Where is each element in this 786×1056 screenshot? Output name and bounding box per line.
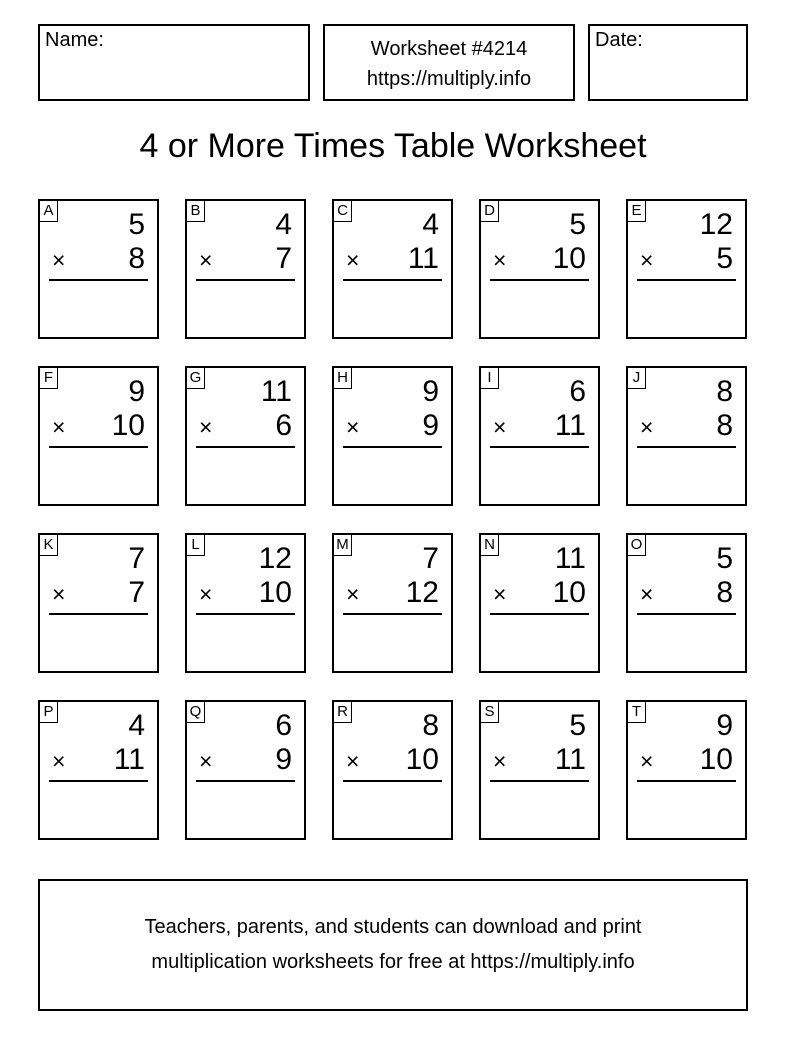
problem-card bbox=[332, 533, 453, 673]
problem-letter: A bbox=[40, 201, 58, 222]
top-number: 5 bbox=[128, 208, 145, 241]
problem-card bbox=[332, 199, 453, 339]
times-sign: × bbox=[493, 247, 507, 273]
bottom-number: 11 bbox=[554, 743, 586, 776]
problem-letter: E bbox=[628, 201, 646, 222]
problem-letter: F bbox=[40, 368, 58, 389]
problem-card bbox=[479, 533, 600, 673]
answer-line bbox=[490, 613, 589, 615]
name-label: Name: bbox=[45, 29, 104, 51]
times-sign: × bbox=[52, 748, 66, 774]
problem-card bbox=[185, 533, 306, 673]
answer-line bbox=[49, 613, 148, 615]
problem-letter: T bbox=[628, 702, 646, 723]
bottom-number: 10 bbox=[111, 409, 145, 442]
top-number: 7 bbox=[128, 542, 145, 575]
top-number: 7 bbox=[422, 542, 439, 575]
name-field[interactable] bbox=[38, 24, 310, 101]
bottom-number: 10 bbox=[552, 576, 586, 609]
problem-letter: S bbox=[481, 702, 499, 723]
problem-card bbox=[626, 366, 747, 506]
top-number: 12 bbox=[258, 542, 292, 575]
problem-card bbox=[38, 366, 159, 506]
bottom-number: 11 bbox=[407, 242, 439, 275]
times-sign: × bbox=[199, 581, 213, 607]
top-number: 5 bbox=[569, 709, 586, 742]
problem-card bbox=[185, 700, 306, 840]
times-sign: × bbox=[640, 414, 654, 440]
bottom-number: 9 bbox=[422, 409, 439, 442]
problem-card bbox=[479, 199, 600, 339]
problem-letter: C bbox=[334, 201, 352, 222]
times-sign: × bbox=[52, 414, 66, 440]
problem-letter: B bbox=[187, 201, 205, 222]
top-number: 9 bbox=[128, 375, 145, 408]
problem-card bbox=[38, 199, 159, 339]
answer-line bbox=[637, 446, 736, 448]
problem-letter: P bbox=[40, 702, 58, 723]
times-sign: × bbox=[52, 247, 66, 273]
answer-line bbox=[637, 780, 736, 782]
top-number: 11 bbox=[260, 375, 292, 408]
answer-line bbox=[490, 446, 589, 448]
date-field[interactable] bbox=[588, 24, 748, 101]
answer-line bbox=[343, 446, 442, 448]
problem-card bbox=[185, 366, 306, 506]
bottom-number: 8 bbox=[128, 242, 145, 275]
top-number: 6 bbox=[275, 709, 292, 742]
problem-letter: M bbox=[334, 535, 352, 556]
problem-card bbox=[626, 533, 747, 673]
times-sign: × bbox=[640, 247, 654, 273]
bottom-number: 9 bbox=[275, 743, 292, 776]
times-sign: × bbox=[199, 247, 213, 273]
answer-line bbox=[490, 279, 589, 281]
times-sign: × bbox=[346, 581, 360, 607]
times-sign: × bbox=[346, 247, 360, 273]
bottom-number: 5 bbox=[716, 242, 733, 275]
problem-letter: I bbox=[481, 368, 499, 389]
answer-line bbox=[490, 780, 589, 782]
top-number: 8 bbox=[422, 709, 439, 742]
top-number: 9 bbox=[422, 375, 439, 408]
bottom-number: 12 bbox=[405, 576, 439, 609]
bottom-number: 10 bbox=[552, 242, 586, 275]
problem-letter: N bbox=[481, 535, 499, 556]
times-sign: × bbox=[493, 748, 507, 774]
answer-line bbox=[637, 279, 736, 281]
bottom-number: 8 bbox=[716, 576, 733, 609]
times-sign: × bbox=[199, 748, 213, 774]
problem-letter: H bbox=[334, 368, 352, 389]
bottom-number: 10 bbox=[258, 576, 292, 609]
answer-line bbox=[49, 780, 148, 782]
times-sign: × bbox=[52, 581, 66, 607]
worksheet-number: Worksheet #4214 bbox=[370, 38, 528, 60]
footer-line-2: multiplication worksheets for free at https://multiply.info bbox=[151, 951, 635, 973]
top-number: 5 bbox=[716, 542, 733, 575]
answer-line bbox=[196, 613, 295, 615]
times-sign: × bbox=[346, 748, 360, 774]
problem-card bbox=[626, 199, 747, 339]
top-number: 4 bbox=[128, 709, 145, 742]
problem-card bbox=[38, 700, 159, 840]
bottom-number: 11 bbox=[113, 743, 145, 776]
date-label: Date: bbox=[595, 29, 643, 51]
problem-letter: Q bbox=[187, 702, 205, 723]
problem-card bbox=[626, 700, 747, 840]
times-sign: × bbox=[493, 581, 507, 607]
answer-line bbox=[49, 446, 148, 448]
worksheet-info-box bbox=[323, 24, 575, 101]
site-url: https://multiply.info bbox=[366, 68, 532, 90]
problem-letter: D bbox=[481, 201, 499, 222]
bottom-number: 11 bbox=[554, 409, 586, 442]
answer-line bbox=[196, 446, 295, 448]
answer-line bbox=[637, 613, 736, 615]
problem-letter: J bbox=[628, 368, 646, 389]
times-sign: × bbox=[640, 581, 654, 607]
problem-card bbox=[479, 700, 600, 840]
top-number: 8 bbox=[716, 375, 733, 408]
top-number: 11 bbox=[554, 542, 586, 575]
bottom-number: 8 bbox=[716, 409, 733, 442]
top-number: 4 bbox=[422, 208, 439, 241]
problem-letter: O bbox=[628, 535, 646, 556]
bottom-number: 10 bbox=[699, 743, 733, 776]
problem-letter: K bbox=[40, 535, 58, 556]
bottom-number: 10 bbox=[405, 743, 439, 776]
problem-card bbox=[332, 366, 453, 506]
problem-letter: G bbox=[187, 368, 205, 389]
times-sign: × bbox=[493, 414, 507, 440]
footer-line-1: Teachers, parents, and students can download and print bbox=[144, 916, 642, 938]
answer-line bbox=[196, 279, 295, 281]
problem-card bbox=[332, 700, 453, 840]
answer-line bbox=[196, 780, 295, 782]
problem-letter: L bbox=[187, 535, 205, 556]
problem-card bbox=[479, 366, 600, 506]
times-sign: × bbox=[199, 414, 213, 440]
times-sign: × bbox=[346, 414, 360, 440]
answer-line bbox=[343, 780, 442, 782]
footer-note bbox=[38, 879, 748, 1011]
bottom-number: 6 bbox=[275, 409, 292, 442]
problem-card bbox=[38, 533, 159, 673]
answer-line bbox=[49, 279, 148, 281]
problem-card bbox=[185, 199, 306, 339]
problem-letter: R bbox=[334, 702, 352, 723]
times-sign: × bbox=[640, 748, 654, 774]
top-number: 4 bbox=[275, 208, 292, 241]
footer-text bbox=[145, 910, 642, 980]
top-number: 12 bbox=[699, 208, 733, 241]
answer-line bbox=[343, 613, 442, 615]
page-title: 4 or More Times Table Worksheet bbox=[139, 127, 647, 165]
top-number: 9 bbox=[716, 709, 733, 742]
top-number: 6 bbox=[569, 375, 586, 408]
answer-line bbox=[343, 279, 442, 281]
bottom-number: 7 bbox=[275, 242, 292, 275]
top-number: 5 bbox=[569, 208, 586, 241]
bottom-number: 7 bbox=[128, 576, 145, 609]
